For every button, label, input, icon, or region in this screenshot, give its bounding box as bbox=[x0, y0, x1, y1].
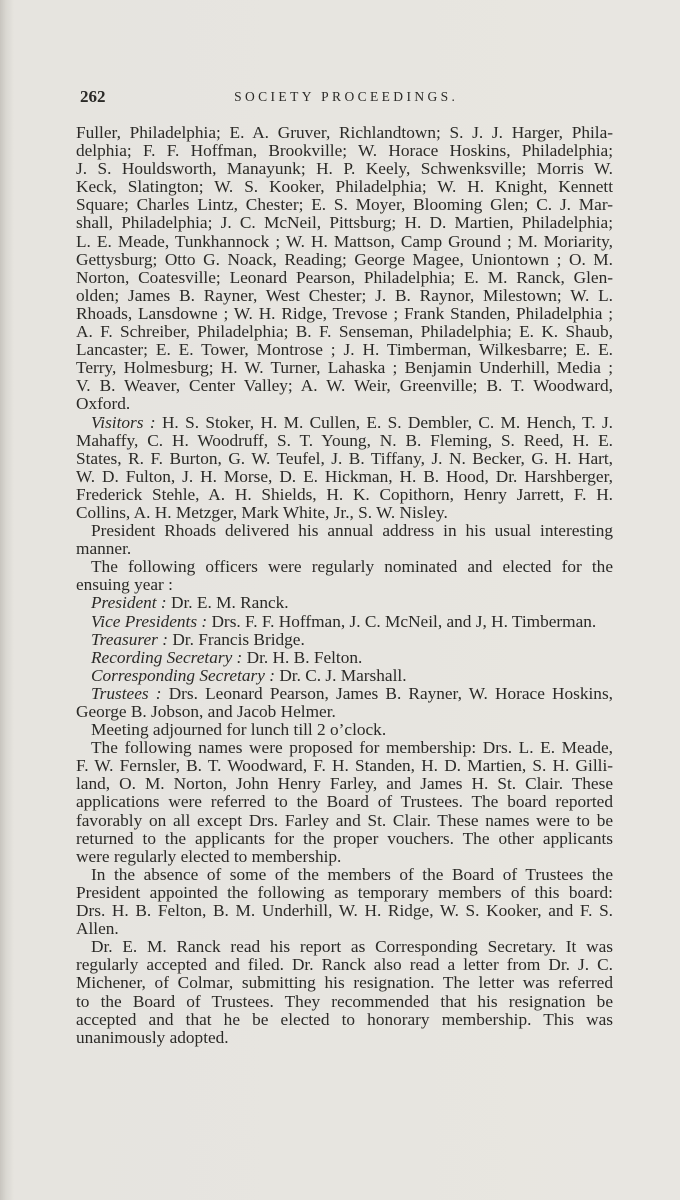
running-title: SOCIETY PROCEEDINGS. bbox=[234, 89, 459, 104]
visitors-line: Collins, A. H. Metzger, Mark White, Jr., S. W. Nisley. bbox=[76, 502, 448, 522]
attendance-line: delphia; F. F. Hoffman, Brookville; W. Horace Hoskins, Philadelphia; bbox=[76, 141, 613, 161]
attendance-line: L. E. Meade, Tunkhannock ; W. H. Mattson, Camp Ground ; M. Moriarity, bbox=[76, 231, 613, 251]
membership-line: applications were referred to the Board of Trustees. The board reported bbox=[76, 792, 613, 812]
temporary-board-line: President appointed the following as temporary members of this board: bbox=[76, 882, 613, 902]
report-line: Michener, of Colmar, submitting his resignation. The letter was referred bbox=[76, 973, 613, 993]
report-line: accepted and that he be elected to honorary membership. This was bbox=[76, 1009, 613, 1029]
temporary-board-line: In the absence of some of the members of the Board of Trustees the bbox=[91, 864, 613, 884]
temporary-board-line: Drs. H. B. Felton, B. M. Underhill, W. H. Ridge, W. S. Kooker, and F. S. bbox=[76, 901, 613, 921]
officer-name: Dr. E. M. Ranck. bbox=[171, 593, 289, 613]
attendance-line: Oxford. bbox=[76, 394, 131, 414]
officer-title: Recording Secretary : bbox=[91, 647, 243, 667]
paragraph-attendance bbox=[76, 124, 613, 414]
membership-line: were regularly elected to membership. bbox=[76, 846, 342, 866]
officer-title: Corresponding Secretary : bbox=[91, 665, 275, 685]
officer-trustees bbox=[76, 685, 613, 703]
officer-name: Dr. Francis Bridge. bbox=[172, 629, 305, 649]
paragraph-election bbox=[76, 558, 613, 594]
membership-line: favorably on all except Drs. Farley and St. Clair. These names were to be bbox=[76, 810, 613, 830]
page-number: 262 bbox=[80, 87, 106, 106]
visitors-line: Frederick Stehle, A. H. Shields, H. K. Copithorn, Henry Jarrett, F. H. bbox=[76, 484, 613, 504]
officer-recording-secretary bbox=[76, 649, 613, 667]
attendance-line: Square; Charles Lintz, Chester; E. S. Moyer, Blooming Glen; C. J. Mar- bbox=[76, 195, 613, 215]
adjournment-line: Meeting adjourned for lunch till 2 o’clock. bbox=[91, 720, 387, 740]
attendance-line: J. S. Houldsworth, Manayunk; H. P. Keely, Schwenksville; Morris W. bbox=[76, 159, 613, 179]
membership-line: F. W. Fernsler, B. T. Woodward, F. H. Standen, H. D. Martien, S. H. Gilli- bbox=[76, 756, 613, 776]
attendance-line: A. F. Schreiber, Philadelphia; B. F. Senseman, Philadelphia; E. K. Shaub, bbox=[76, 322, 613, 342]
election-line: The following officers were regularly nominated and elected for the bbox=[91, 557, 613, 577]
paragraph-adjournment bbox=[76, 721, 613, 739]
address-line: President Rhoads delivered his annual address in his usual interesting bbox=[91, 521, 613, 541]
visitors-line bbox=[76, 414, 613, 432]
officer-treasurer bbox=[76, 631, 613, 649]
paragraph-address bbox=[76, 522, 613, 558]
officer-vice-presidents bbox=[76, 613, 613, 631]
paragraph-visitors bbox=[76, 414, 613, 523]
paragraph-membership bbox=[76, 739, 613, 866]
attendance-line: Lancaster; E. E. Tower, Montrose ; J. H. Timberman, Wilkesbarre; E. E. bbox=[76, 340, 613, 360]
attendance-line: olden; James B. Rayner, West Chester; J. B. Raynor, Milestown; W. L. bbox=[76, 285, 613, 305]
paragraph-temporary-board bbox=[76, 866, 613, 938]
membership-line: land, O. M. Norton, John Henry Farley, and James H. St. Clair. These bbox=[76, 774, 613, 794]
visitors-line: States, R. F. Burton, G. W. Teufel, J. B. Tiffany, J. N. Becker, G. H. Hart, bbox=[76, 448, 613, 468]
attendance-line: Rhoads, Lansdowne ; W. H. Ridge, Trevose ; Frank Standen, Philadelphia ; bbox=[76, 303, 613, 323]
address-line: manner. bbox=[76, 539, 132, 559]
membership-line: The following names were proposed for membership: Drs. L. E. Meade, bbox=[91, 738, 613, 758]
officer-title: Vice Presidents : bbox=[91, 611, 208, 631]
visitors-names: H. S. Stoker, H. M. Cullen, E. S. Dembler, C. M. Hench, T. J. bbox=[161, 412, 613, 432]
attendance-line: shall, Philadelphia; J. C. McNeil, Pittsburg; H. D. Martien, Philadelphia; bbox=[76, 213, 613, 233]
election-line: ensuing year : bbox=[76, 575, 173, 595]
report-line: regularly accepted and filed. Dr. Ranck also read a letter from Dr. J. C. bbox=[76, 955, 613, 975]
officer-corresponding-secretary bbox=[76, 667, 613, 685]
visitors-label: Visitors : bbox=[91, 412, 156, 432]
visitors-line: W. D. Fulton, J. H. Morse, D. E. Hickman, H. B. Hood, Dr. Harshberger, bbox=[76, 466, 613, 486]
page-body bbox=[76, 124, 613, 1047]
officer-title: President : bbox=[91, 593, 167, 613]
officer-name: Dr. H. B. Felton. bbox=[246, 647, 363, 667]
officer-name: Dr. C. J. Marshall. bbox=[279, 665, 407, 685]
officer-name: Drs. F. F. Hoffman, J. C. McNeil, and J, H. Timberman. bbox=[211, 611, 597, 631]
report-line: to the Board of Trustees. They recommended that his resignation be bbox=[76, 991, 613, 1011]
officer-president bbox=[76, 594, 613, 612]
officer-title: Trustees : bbox=[91, 683, 162, 703]
officer-title: Treasurer : bbox=[91, 629, 168, 649]
visitors-line: Mahaffy, C. H. Woodruff, S. T. Young, N. B. Fleming, S. Reed, H. E. bbox=[76, 430, 613, 450]
paragraph-report bbox=[76, 938, 613, 1047]
running-header bbox=[76, 86, 613, 108]
attendance-line: Keck, Slatington; W. S. Kooker, Philadelphia; W. H. Knight, Kennett bbox=[76, 177, 613, 197]
officer-trustees-continued: George B. Jobson, and Jacob Helmer. bbox=[76, 702, 336, 721]
attendance-line: Norton, Coatesville; Leonard Pearson, Philadelphia; E. M. Ranck, Glen- bbox=[76, 267, 613, 287]
attendance-line: V. B. Weaver, Center Valley; A. W. Weir, Greenville; B. T. Woodward, bbox=[76, 376, 613, 396]
attendance-line: Fuller, Philadelphia; E. A. Gruver, Richlandtown; S. J. J. Harger, Phila- bbox=[76, 123, 613, 142]
temporary-board-line: Allen. bbox=[76, 919, 119, 939]
officers-list bbox=[76, 594, 613, 721]
membership-line: returned to the applicants for the proper vouchers. The other applicants bbox=[76, 828, 613, 848]
report-line: unanimously adopted. bbox=[76, 1027, 229, 1047]
attendance-line: Gettysburg; Otto G. Noack, Reading; George Magee, Uniontown ; O. M. bbox=[76, 249, 613, 269]
officer-name: Drs. Leonard Pearson, James B. Rayner, W. Horace Hoskins, bbox=[168, 683, 613, 703]
report-line: Dr. E. M. Ranck read his report as Corresponding Secretary. It was bbox=[91, 937, 613, 957]
attendance-line: Terry, Holmesburg; H. W. Turner, Lahaska ; Benjamin Underhill, Media ; bbox=[76, 358, 613, 378]
